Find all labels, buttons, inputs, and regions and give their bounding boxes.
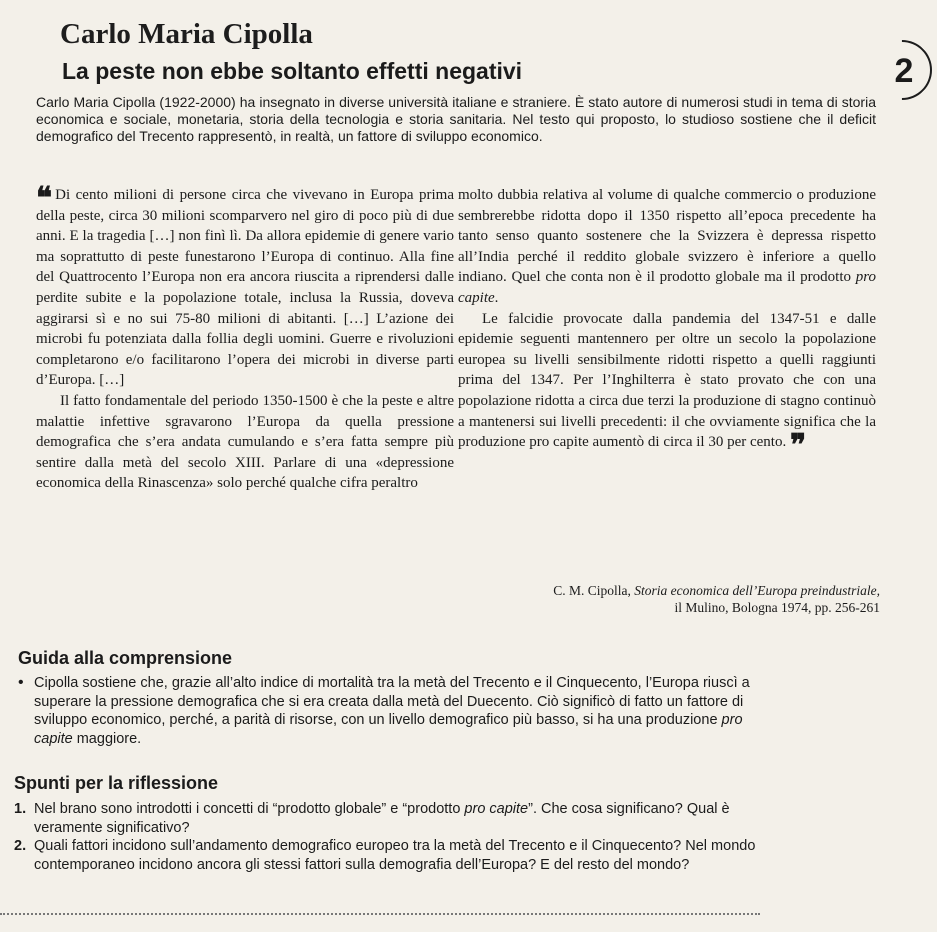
close-quote-icon: ❞ (789, 429, 807, 463)
quote-column-left (36, 182, 454, 494)
italic-term: pro capite (458, 269, 876, 306)
bullet-icon: • (18, 674, 24, 691)
question-item: 1. Nel brano sono introdotti i concetti di “prodotto globale” e “prodotto pro capite”. Che cosa significano? Qual è veramente significativo? (14, 801, 730, 836)
author-heading: Carlo Maria Cipolla (60, 18, 313, 50)
quote-text: Di cento milioni di persone circa che vivevano in Europa prima della peste, circa 30 milioni scomparvero nel giro di poco più di due anni. E la tragedia […] non finì lì. Da allora epidemie di genere vario ma soprattutto di peste funestarono l’Europa di continuo. Alla fine del Quattrocento l’Europa non era ancora riuscita a riprendersi dalle perdite subite e la popolazione totale, inclusa la Russia, doveva aggirarsi sì e no sui 75-80 milioni di abitanti. […] L’azione dei microbi fu potenziata dalla follia degli uomini. Guerre e rivoluzioni completarono e/o facilitarono l’opera dei microbi in diverse parti d’Europa. […] (36, 187, 454, 389)
guide-text: Cipolla sostiene che, grazie all’alto indice di mortalità tra la metà del Trecento e il Cinquecento, l’Europa riuscì a superare la pressione demografica che si era creata dalla metà del Duecento. Ciò significò di fatto un fattore di sviluppo economico, perché, a parità di risorse, con un livello demografico più basso, si ha una produzione pro capite maggiore. (34, 675, 750, 747)
source-author: C. M. Cipolla, (553, 583, 635, 598)
question-number: 2. (14, 838, 27, 854)
document-number: 2 (894, 52, 914, 90)
quote-paragraph: Le falcidie provocate dalla pandemia del 1347-51 e dalle epidemie seguenti mantennero per oltre un secolo la popolazione europea su livelli sensibilmente ridotti rispetto a quelli raggiunti prima del 1347. Per l’Inghilterra è stato provato che con una popolazione ridotta a circa due terzi la produzione di stagno continuò a mantenersi sui livelli precedenti: il che ovviamente significa che la produzione pro capite aumentò di circa il 30 per cento. ❞ (458, 310, 876, 463)
source-publisher: il Mulino, Bologna 1974, pp. 256-261 (674, 600, 880, 615)
intro-paragraph: Carlo Maria Cipolla (1922-2000) ha insegnato in diverse università italiane e straniere. È stato autore di numerosi studi in tema di storia economica e sociale, monetaria, storia della tecnologia e storia sanitaria. Nel testo qui proposto, lo studioso sostiene che il deficit demografico del Trecento rappresentò, in realtà, un fattore di sviluppo economico. (36, 94, 876, 144)
quote-source (540, 582, 880, 616)
guide-bullet (18, 674, 778, 748)
question-item: 2. Quali fattori incidono sull’andamento demografico europeo tra la metà del Trecento e il Cinquecento? Nel mondo contemporaneo incidono ancora gli stessi fattori sulla demografia dell’Europa? E del resto del mondo? (14, 838, 756, 873)
page-title: La peste non ebbe soltanto effetti negativi (62, 58, 523, 84)
quote-column-right (458, 185, 876, 463)
spunti-heading: Spunti per la riflessione (14, 773, 219, 793)
question-list (14, 800, 774, 874)
dotted-divider (0, 913, 760, 915)
quote-paragraph (36, 182, 454, 391)
quote-paragraph: Il fatto fondamentale del periodo 1350-1500 è che la peste e altre malattie infettive sgravarono l’Europa da quella pressione demografica che s’era andata cumulando e s’era fatta sempre più sentire dalla metà del secolo XIII. Parlare di una «depressione economica della Rinascenza» solo perché qualche cifra peraltro (36, 392, 454, 492)
source-title: Storia economica dell’Europa preindustriale, (634, 583, 880, 598)
question-number: 1. (14, 801, 27, 817)
open-quote-icon: ❝ (36, 182, 53, 215)
quote-paragraph: molto dubbia relativa al volume di qualche commercio o produzione sembrerebbe ridotta dopo il 1350 rispetto all’epoca precedente ha tanto senso quanto sostenere che la Svizzera è depressa rispetto all’India perché il reddito globale svizzero è inferiore a quello indiano. Quel che conta non è il prodotto globale ma il prodotto pro capite. (458, 187, 876, 306)
guide-heading: Guida alla comprensione (18, 648, 233, 668)
